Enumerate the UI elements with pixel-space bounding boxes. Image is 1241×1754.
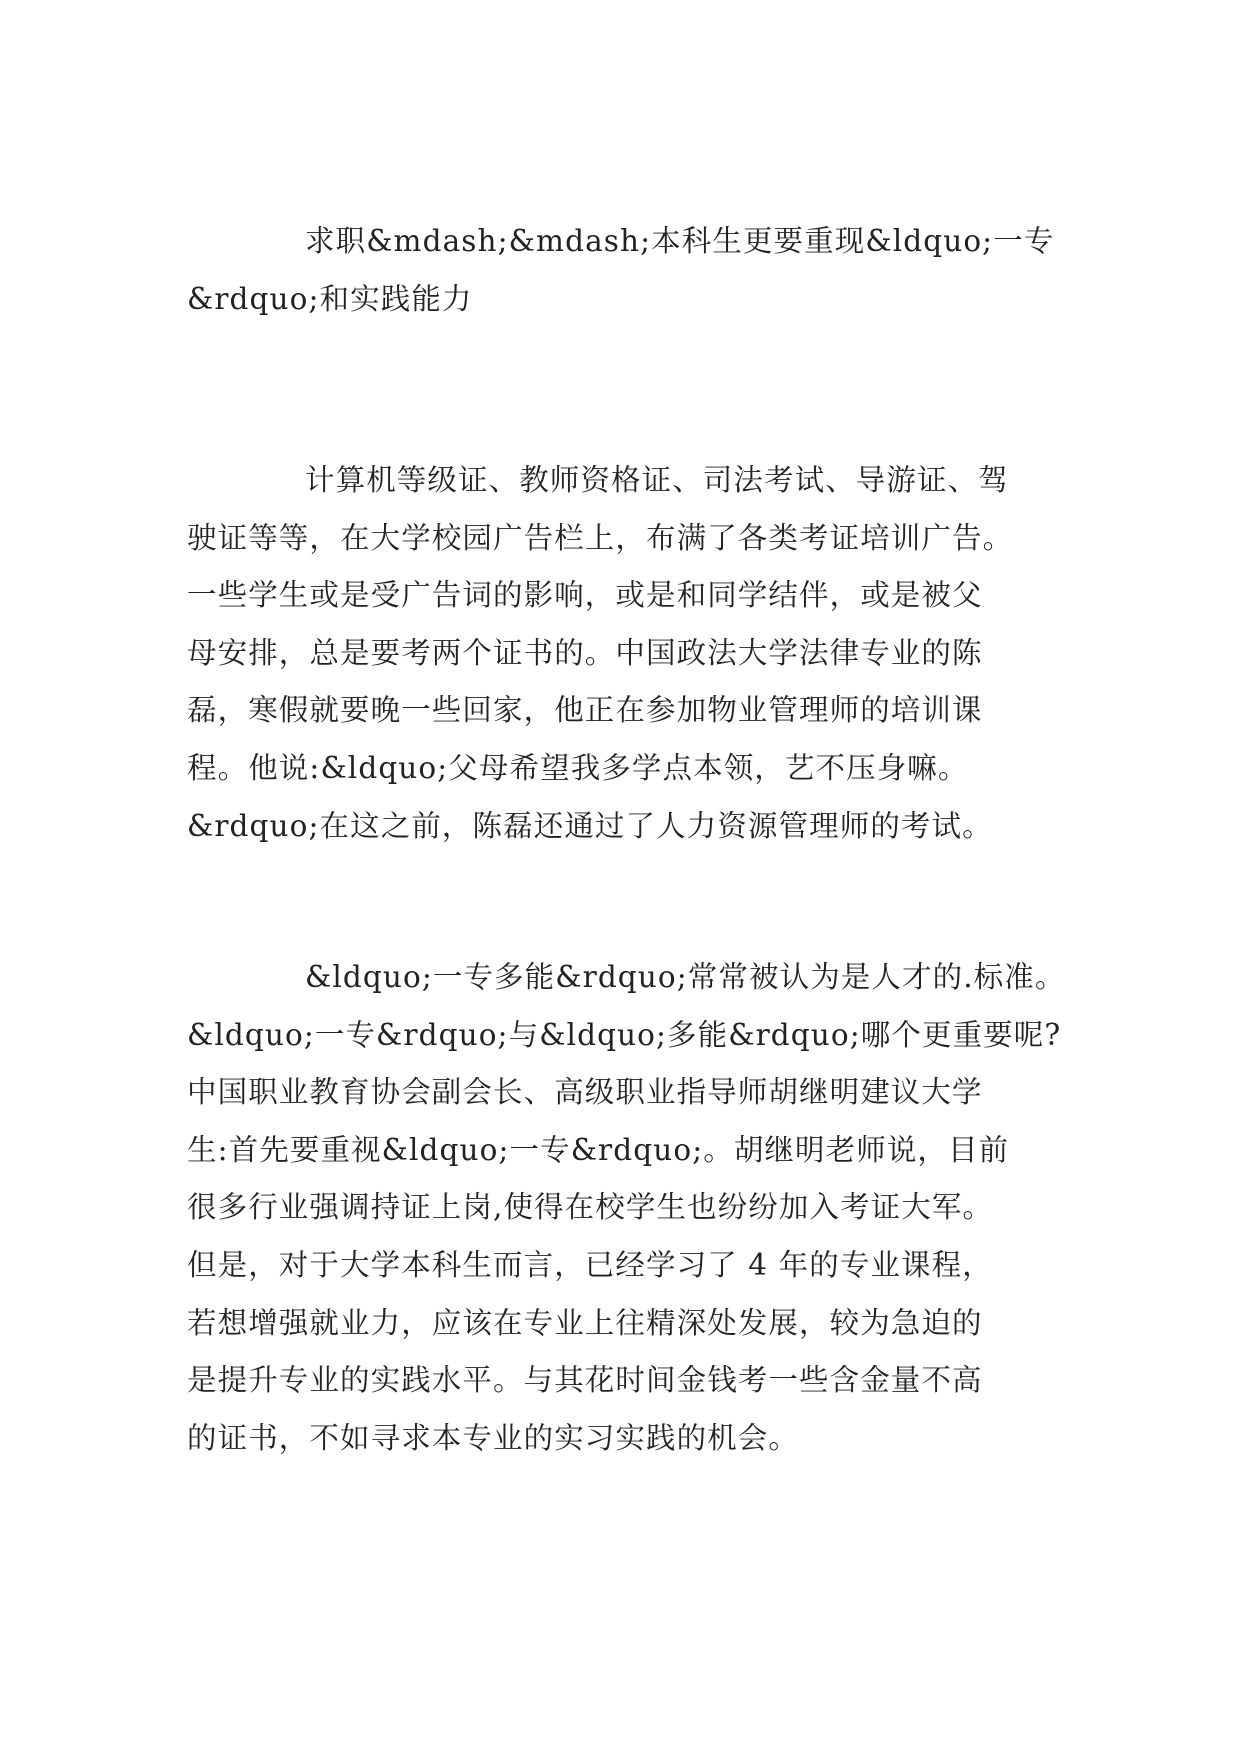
paragraph-line: 的证书，不如寻求本专业的实习实践的机会。 — [187, 1420, 800, 1455]
paragraph-line: &ldquo;一专多能&rdquo;常常被认为是人才的.标准。 — [305, 960, 1066, 994]
paragraph-line: 驶证等等，在大学校园广告栏上，布满了各类考证培训广告。 — [187, 520, 1014, 555]
paragraph-line: 生:首先要重视&ldquo;一专&rdquo;。胡继明老师说，目前 — [187, 1132, 1010, 1167]
paragraph-one-specialty — [187, 949, 1066, 1467]
paragraph-line: &ldquo;一专&rdquo;与&ldquo;多能&rdquo;哪个更重要呢? — [187, 1017, 1062, 1052]
paragraph-line: 很多行业强调持证上岗,使得在校学生也纷纷加入考证大军。 — [187, 1190, 994, 1225]
document-title — [187, 213, 1055, 328]
paragraph-line: 中国职业教育协会副会长、高级职业指导师胡继明建议大学 — [187, 1075, 983, 1110]
paragraph-line: 磊，寒假就要晚一些回家，他正在参加物业管理师的培训课 — [187, 693, 983, 728]
paragraph-line: 一些学生或是受广告词的影响，或是和同学结伴，或是被父 — [187, 578, 983, 613]
title-line: 求职&mdash;&mdash;本科生更要重现&ldquo;一专 — [305, 224, 1055, 258]
paragraph-line: 若想增强就业力，应该在专业上往精深处发展，较为急迫的 — [187, 1305, 983, 1340]
paragraph-line: 程。他说:&ldquo;父母希望我多学点本领，艺不压身嘛。 — [187, 750, 969, 785]
paragraph-line: 是提升专业的实践水平。与其花时间金钱考一些含金量不高 — [187, 1363, 983, 1398]
paragraph-line: 计算机等级证、教师资格证、司法考试、导游证、驾 — [305, 463, 1009, 497]
title-line: &rdquo;和实践能力 — [187, 281, 473, 316]
paragraph-line: &rdquo;在这之前，陈磊还通过了人力资源管理师的考试。 — [187, 808, 993, 843]
paragraph-line: 母安排，总是要考两个证书的。中国政法大学法律专业的陈 — [187, 635, 983, 670]
paragraph-certificates — [187, 452, 1055, 855]
paragraph-line: 但是，对于大学本科生而言，已经学习了 4 年的专业课程， — [187, 1247, 993, 1282]
